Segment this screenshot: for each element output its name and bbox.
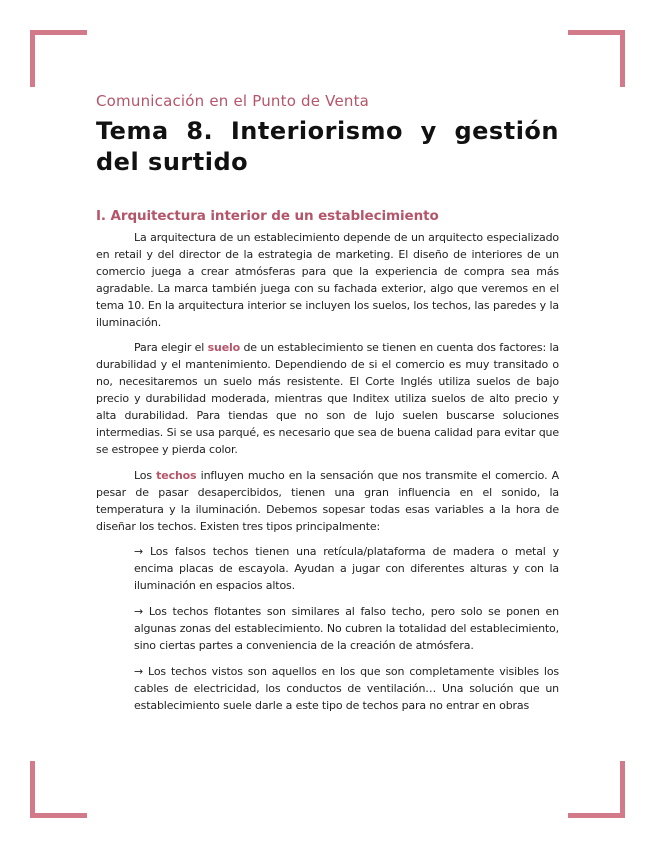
paragraph-ceilings-lead: Los (134, 468, 152, 482)
keyword-suelo: suelo (207, 341, 241, 355)
paragraph-floors-lead: Para elegir el (134, 341, 205, 355)
paragraph-ceilings-body: influyen mucho en la sensación que nos transmite el comercio. A pesar de pasar desapercibidos, tienen una gran influencia en el sonido, la temperatura y la iluminación. Debemos sopesar todas esas variables a la hora de diseñar los techos. Existen tres tipos principalmente: (96, 468, 559, 533)
section-heading: I. Arquitectura interior de un establecimiento (96, 208, 439, 224)
paragraph-floors (96, 340, 559, 458)
bullet-techos-flotantes: → Los techos flotantes son similares al falso techo, pero solo se ponen en algunas zonas del establecimiento. No cubren la totalidad del establecimiento, sino ciertas partes a conveniencia de la creación de atmósfera. (134, 605, 559, 652)
corner-bracket-bottom-right (568, 761, 625, 818)
corner-bracket-top-left (30, 30, 87, 87)
paragraph-architecture: La arquitectura de un establecimiento depende de un arquitecto especializado en retail y del director de la estrategia de marketing. El diseño de interiores de un comercio juega a crear atmósferas para que la experiencia de compra sea más agradable. La marca también juega con su fachada exterior, algo que veremos en el tema 10. En la arquitectura interior se incluyen los suelos, los techos, las paredes y la iluminación. (96, 231, 559, 329)
corner-bracket-bottom-left (30, 761, 87, 818)
bullet-falsos-techos: → Los falsos techos tienen una retícula/plataforma de madera o metal y encima placas de escayola. Ayudan a jugar con diferentes alturas y con la iluminación en espacios altos. (134, 545, 559, 593)
subject-header: Comunicación en el Punto de Venta (96, 92, 370, 110)
page-title: Tema 8. Interiorismo y gestión del surtido (96, 117, 559, 176)
bullet-techos-vistos: → Los techos vistos son aquellos en los que son completamente visibles los cables de electricidad, los conductos de ventilación… Una solución que un establecimiento suele darle a este tipo de techos para no entrar en obras (134, 664, 559, 712)
paragraph-ceilings (96, 468, 559, 536)
page-content (96, 92, 559, 724)
keyword-techos: techos (156, 468, 197, 482)
paragraph-floors-body: de un establecimiento se tienen en cuenta dos factores: la durabilidad y el mantenimiento. Dependiendo de si el comercio es muy transitado o no, necesitaremos un suelo más resistente. El Corte Inglés utiliza suelos de bajo precio y durabilidad moderada, mientras que Inditex utiliza suelos de alto precio y alta durabilidad. Para tiendas que no son de lujo suelen buscarse soluciones intermedias. Si se usa parqué, es necesario que sea de buena calidad para evitar que se estropee y pierda color. (96, 341, 559, 456)
corner-bracket-top-right (568, 30, 625, 87)
